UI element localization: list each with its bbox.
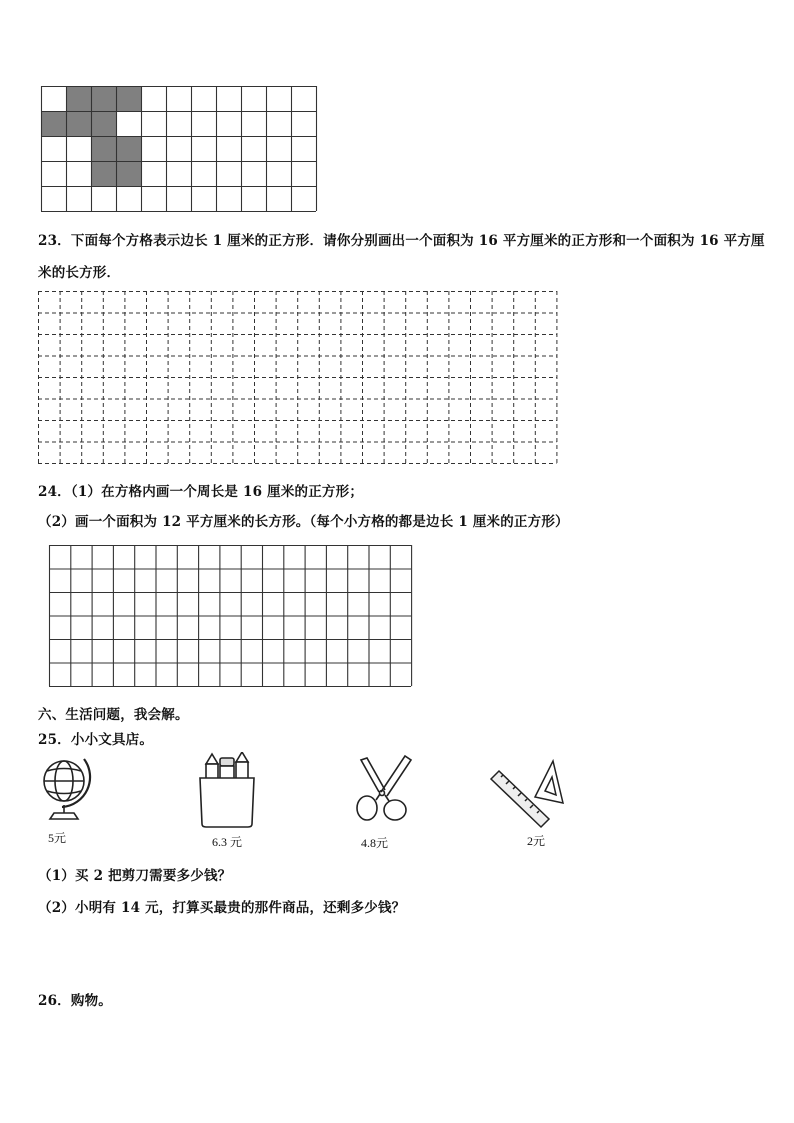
pencil-cup-icon bbox=[196, 752, 258, 828]
shape-figure-grid bbox=[41, 86, 317, 214]
question-24-part-1: 24．（1）在方格内画一个周长是 16 厘米的正方形； bbox=[38, 484, 364, 500]
shaded-cell bbox=[66, 111, 91, 136]
shaded-cell bbox=[116, 86, 141, 111]
globe-price: 5元 bbox=[48, 831, 67, 845]
dashed-drawing-grid[interactable] bbox=[38, 291, 558, 464]
shaded-cell bbox=[41, 111, 66, 136]
shaded-cell bbox=[91, 111, 116, 136]
pencil-cup-price: 6.3 元 bbox=[212, 835, 243, 849]
shaded-cell bbox=[116, 161, 141, 186]
question-26-title: 26．购物。 bbox=[38, 993, 112, 1009]
shaded-cell bbox=[116, 136, 141, 161]
shaded-cell bbox=[91, 86, 116, 111]
question-23-line-1: 23．下面每个方格表示边长 1 厘米的正方形．请你分别画出一个面积为 16 平方厘米的正方形和一个面积为 16 平方厘 bbox=[38, 233, 765, 249]
scissors-icon bbox=[349, 752, 415, 824]
question-25-title: 25．小小文具店。 bbox=[38, 732, 154, 748]
globe-icon bbox=[38, 753, 96, 823]
shaded-cell bbox=[66, 86, 91, 111]
drawing-grid[interactable] bbox=[49, 545, 411, 687]
section-6-title: 六、生活问题，我会解。 bbox=[38, 707, 189, 723]
ruler-set-price: 2元 bbox=[527, 834, 546, 848]
shaded-cell bbox=[91, 136, 116, 161]
ruler-set-icon bbox=[489, 757, 565, 829]
question-25-sub-1: （1）买 2 把剪刀需要多少钱？ bbox=[38, 868, 232, 884]
question-25-sub-2: （2）小明有 14 元，打算买最贵的那件商品，还剩多少钱？ bbox=[38, 900, 406, 916]
shaded-cell bbox=[91, 161, 116, 186]
scissors-price: 4.8元 bbox=[361, 836, 389, 850]
question-23-line-2: 米的长方形． bbox=[38, 265, 121, 281]
question-24-part-2: （2）画一个面积为 12 平方厘米的长方形。（每个小方格的都是边长 1 厘米的正方形） bbox=[38, 514, 569, 530]
